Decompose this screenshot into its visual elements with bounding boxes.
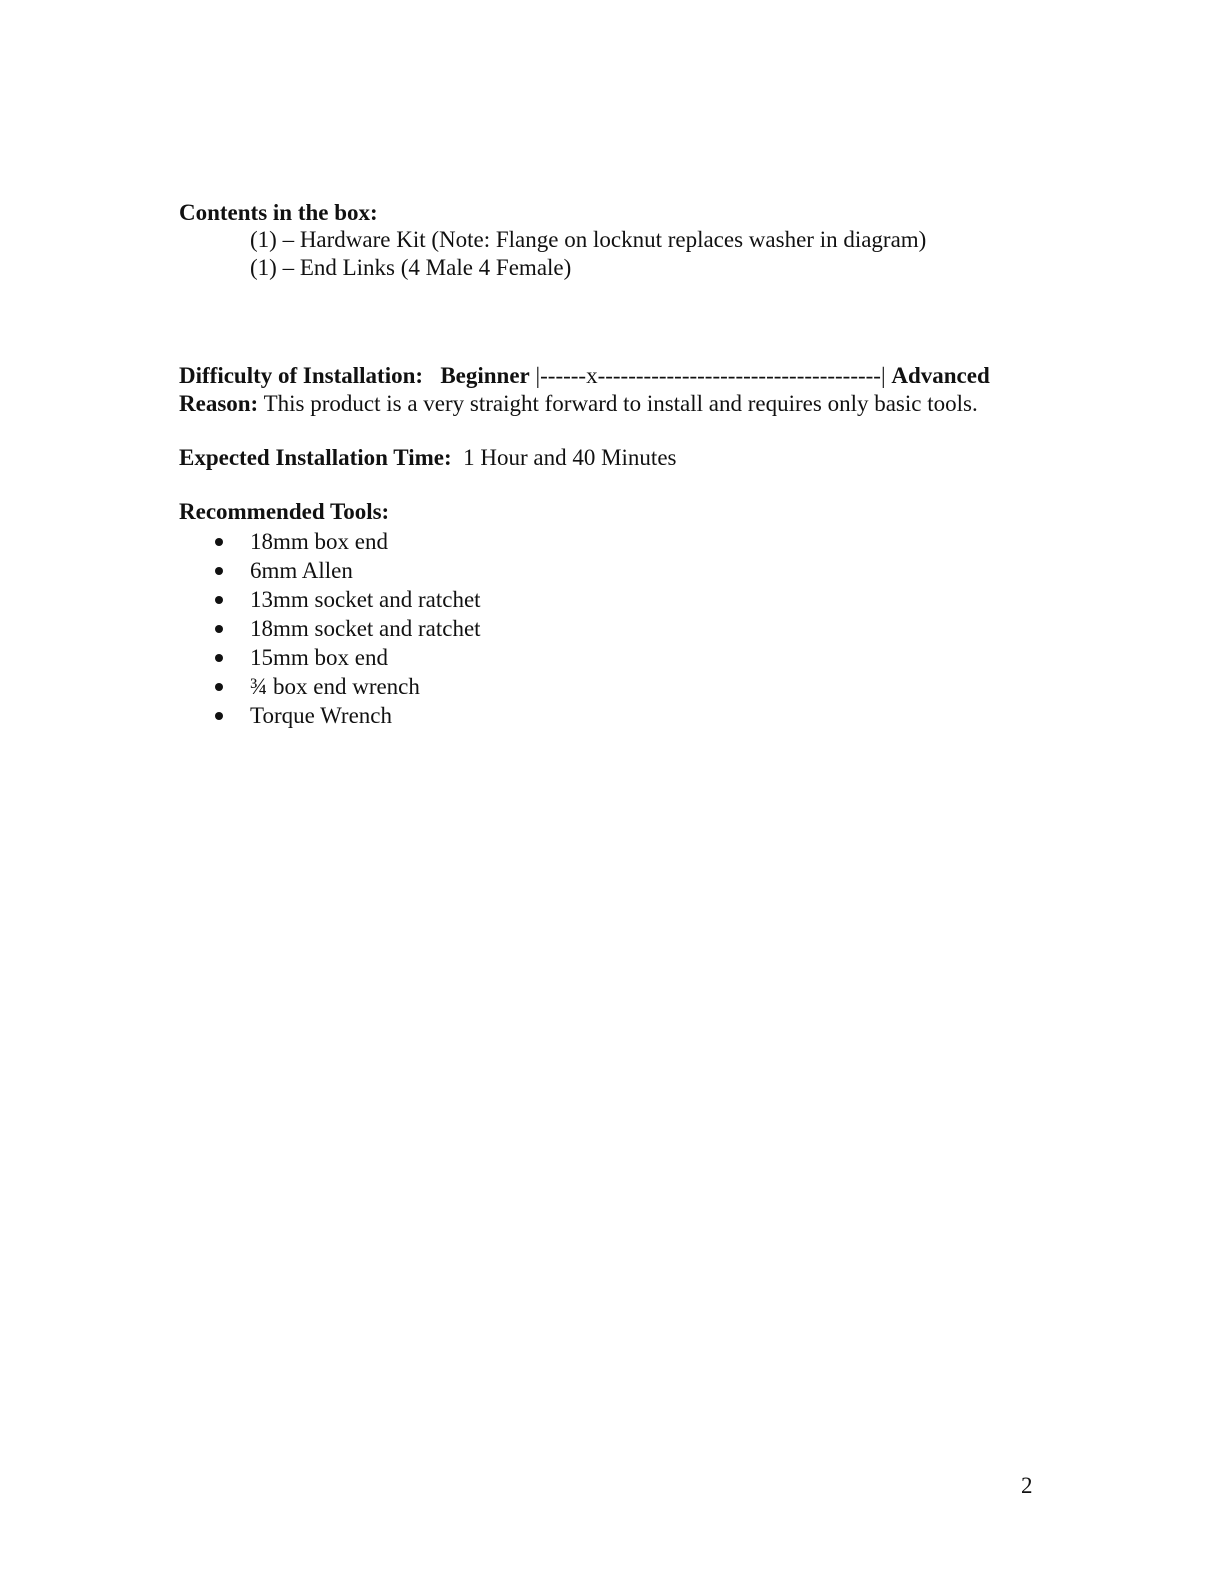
tool-item: ¾ box end wrench — [250, 674, 420, 699]
bullet-icon — [215, 538, 223, 546]
difficulty-high-label: Advanced — [891, 363, 990, 388]
bullet-icon — [215, 625, 223, 633]
tool-item: 18mm box end — [250, 529, 388, 554]
difficulty-line — [179, 362, 990, 389]
install-time-value: 1 Hour and 40 Minutes — [463, 445, 677, 470]
bullet-icon — [215, 596, 223, 604]
contents-heading: Contents in the box: — [179, 200, 378, 225]
difficulty-scale-right: -------------------------------------| — [597, 363, 886, 388]
difficulty-low-label: Beginner — [440, 363, 530, 388]
reason-text: This product is a very straight forward to install and requires only basic tools. — [263, 391, 978, 416]
tools-heading: Recommended Tools: — [179, 499, 390, 524]
page-number: 2 — [1021, 1473, 1033, 1498]
bullet-icon — [215, 683, 223, 691]
tool-item: 15mm box end — [250, 645, 388, 670]
reason-label: Reason: — [179, 391, 259, 416]
difficulty-scale-left: |------x — [535, 363, 598, 388]
tool-item: 13mm socket and ratchet — [250, 587, 481, 612]
install-time-line — [179, 444, 676, 471]
bullet-icon — [215, 567, 223, 575]
tool-item: Torque Wrench — [250, 703, 393, 728]
reason-line — [179, 390, 978, 417]
difficulty-label: Difficulty of Installation: — [179, 363, 424, 388]
bullet-icon — [215, 712, 223, 720]
tool-item: 6mm Allen — [250, 558, 353, 583]
tool-item: 18mm socket and ratchet — [250, 616, 481, 641]
install-time-label: Expected Installation Time: — [179, 445, 452, 470]
bullet-icon — [215, 654, 223, 662]
contents-item: (1) – Hardware Kit (Note: Flange on locknut replaces washer in diagram) — [250, 227, 927, 252]
contents-item: (1) – End Links (4 Male 4 Female) — [250, 255, 572, 280]
